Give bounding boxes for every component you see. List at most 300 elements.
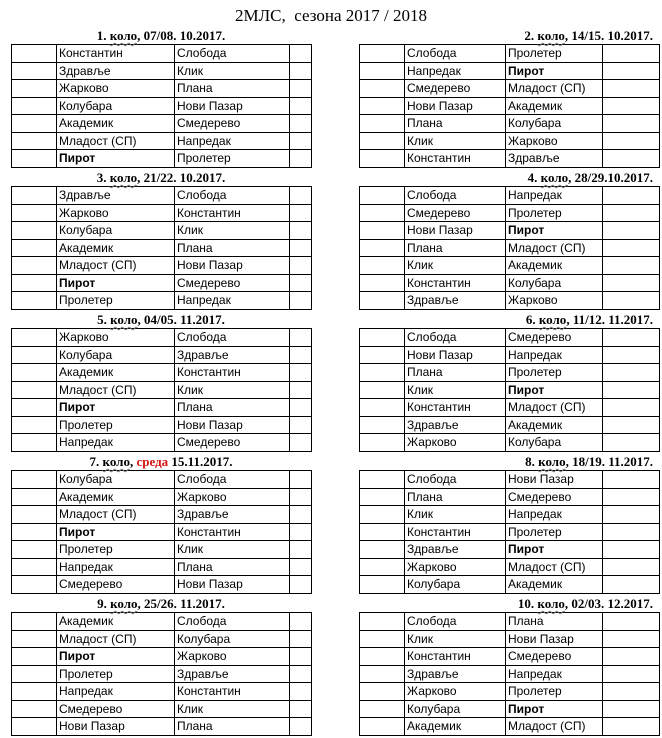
result-cell xyxy=(290,718,312,736)
result-cell xyxy=(290,541,312,559)
home-team-cell: Плана xyxy=(405,364,506,382)
home-team-cell: Пирот xyxy=(57,523,175,541)
away-team-cell: Нови Пазар xyxy=(175,416,290,434)
fixture-row xyxy=(12,292,312,310)
result-cell xyxy=(603,558,660,576)
fixture-row xyxy=(12,506,312,524)
home-team-cell: Плана xyxy=(405,488,506,506)
fixture-row xyxy=(360,399,660,417)
fixture-row xyxy=(12,346,312,364)
away-team-cell: Слобода xyxy=(175,329,290,347)
result-cell xyxy=(290,132,312,150)
round-5-block xyxy=(11,311,311,452)
home-team-cell: Пролетер xyxy=(57,541,175,559)
fixture-row xyxy=(12,700,312,718)
fixture-blank-cell xyxy=(360,488,405,506)
away-team-cell: Здравље xyxy=(175,346,290,364)
fixture-blank-cell xyxy=(360,97,405,115)
round-header: 8. коло, 18/19. 11.2017. xyxy=(525,454,653,469)
away-team-cell: Константин xyxy=(175,364,290,382)
fixture-blank-cell xyxy=(360,700,405,718)
round-7-block xyxy=(11,453,311,594)
result-cell xyxy=(603,471,660,489)
fixture-blank-cell xyxy=(12,576,57,594)
fixture-row xyxy=(360,346,660,364)
fixture-row xyxy=(360,364,660,382)
result-cell xyxy=(290,471,312,489)
fixture-blank-cell xyxy=(12,488,57,506)
fixture-blank-cell xyxy=(12,434,57,452)
fixture-blank-cell xyxy=(12,648,57,666)
fixture-row xyxy=(12,222,312,240)
result-cell xyxy=(290,665,312,683)
result-cell xyxy=(603,62,660,80)
fixture-row xyxy=(12,416,312,434)
away-team-cell: Константин xyxy=(175,204,290,222)
away-team-cell: Нови Пазар xyxy=(506,630,603,648)
home-team-cell: Константин xyxy=(57,45,175,63)
weekday-highlight: среда xyxy=(136,454,169,469)
result-cell xyxy=(290,346,312,364)
result-cell xyxy=(290,683,312,701)
round-header: 9. коло, 25/26. 11.2017. xyxy=(97,596,225,611)
fixture-blank-cell xyxy=(360,204,405,222)
result-cell xyxy=(290,187,312,205)
fixture-blank-cell xyxy=(360,239,405,257)
fixtures-table xyxy=(359,44,660,168)
result-cell xyxy=(603,364,660,382)
fixture-blank-cell xyxy=(12,80,57,98)
away-team-cell: Слобода xyxy=(175,187,290,205)
home-team-cell: Смедерево xyxy=(57,576,175,594)
home-team-cell: Здравље xyxy=(405,665,506,683)
home-team-cell: Колубара xyxy=(57,471,175,489)
fixture-row xyxy=(12,132,312,150)
home-team-cell: Клик xyxy=(405,630,506,648)
away-team-cell: Напредак xyxy=(175,132,290,150)
away-team-cell: Плана xyxy=(506,613,603,631)
result-cell xyxy=(603,329,660,347)
home-team-cell: Нови Пазар xyxy=(57,718,175,736)
away-team-cell: Пирот xyxy=(506,541,603,559)
home-team-cell: Слобода xyxy=(405,45,506,63)
home-team-cell: Клик xyxy=(405,506,506,524)
fixture-row xyxy=(360,257,660,275)
result-cell xyxy=(603,718,660,736)
fixture-row xyxy=(360,665,660,683)
home-team-cell: Пирот xyxy=(57,648,175,666)
away-team-cell: Плана xyxy=(175,399,290,417)
home-team-cell: Колубара xyxy=(57,222,175,240)
fixture-blank-cell xyxy=(12,416,57,434)
fixture-row xyxy=(360,648,660,666)
result-cell xyxy=(290,488,312,506)
home-team-cell: Жарково xyxy=(405,558,506,576)
result-cell xyxy=(290,150,312,168)
home-team-cell: Клик xyxy=(405,257,506,275)
away-team-cell: Напредак xyxy=(175,292,290,310)
away-team-cell: Смедерево xyxy=(175,274,290,292)
result-cell xyxy=(290,434,312,452)
home-team-cell: Здравље xyxy=(405,541,506,559)
fixture-blank-cell xyxy=(360,630,405,648)
fixture-blank-cell xyxy=(360,274,405,292)
home-team-cell: Нови Пазар xyxy=(405,346,506,364)
fixture-row xyxy=(360,718,660,736)
fixture-row xyxy=(12,115,312,133)
home-team-cell: Пролетер xyxy=(57,292,175,310)
fixture-blank-cell xyxy=(360,80,405,98)
home-team-cell: Здравље xyxy=(57,62,175,80)
result-cell xyxy=(290,364,312,382)
home-team-cell: Академик xyxy=(405,718,506,736)
fixture-blank-cell xyxy=(12,364,57,382)
fixture-row xyxy=(360,506,660,524)
result-cell xyxy=(290,97,312,115)
fixture-blank-cell xyxy=(12,718,57,736)
fixture-row xyxy=(360,683,660,701)
fixture-blank-cell xyxy=(360,150,405,168)
away-team-cell: Здравље xyxy=(175,506,290,524)
away-team-cell: Константин xyxy=(175,683,290,701)
fixture-blank-cell xyxy=(360,541,405,559)
result-cell xyxy=(603,97,660,115)
fixtures-table xyxy=(11,186,312,310)
fixture-blank-cell xyxy=(12,187,57,205)
fixture-blank-cell xyxy=(12,150,57,168)
fixture-blank-cell xyxy=(12,541,57,559)
away-team-cell: Здравље xyxy=(506,150,603,168)
fixture-blank-cell xyxy=(12,132,57,150)
result-cell xyxy=(603,541,660,559)
result-cell xyxy=(290,576,312,594)
round-10-block xyxy=(359,595,659,736)
fixture-blank-cell xyxy=(360,115,405,133)
away-team-cell: Жарково xyxy=(175,488,290,506)
fixture-row xyxy=(360,488,660,506)
home-team-cell: Колубара xyxy=(405,576,506,594)
fixture-row xyxy=(12,62,312,80)
fixture-row xyxy=(12,364,312,382)
result-cell xyxy=(603,292,660,310)
home-team-cell: Плана xyxy=(405,239,506,257)
home-team-cell: Жарково xyxy=(57,329,175,347)
away-team-cell: Нови Пазар xyxy=(175,576,290,594)
away-team-cell: Нови Пазар xyxy=(175,97,290,115)
round-4-block xyxy=(359,169,659,310)
fixtures-table xyxy=(11,470,312,594)
result-cell xyxy=(603,416,660,434)
fixture-row xyxy=(12,665,312,683)
home-team-cell: Жарково xyxy=(57,80,175,98)
result-cell xyxy=(603,346,660,364)
away-team-cell: Пролетер xyxy=(506,45,603,63)
result-cell xyxy=(290,506,312,524)
home-team-cell: Напредак xyxy=(57,434,175,452)
fixture-row xyxy=(12,613,312,631)
result-cell xyxy=(290,700,312,718)
away-team-cell: Пирот xyxy=(506,62,603,80)
fixtures-table xyxy=(359,612,660,736)
home-team-cell: Здравље xyxy=(57,187,175,205)
away-team-cell: Академик xyxy=(506,416,603,434)
fixture-row xyxy=(360,523,660,541)
home-team-cell: Слобода xyxy=(405,471,506,489)
fixture-blank-cell xyxy=(12,115,57,133)
fixture-blank-cell xyxy=(360,506,405,524)
away-team-cell: Пролетер xyxy=(506,523,603,541)
fixture-row xyxy=(360,115,660,133)
fixture-blank-cell xyxy=(12,700,57,718)
fixture-row xyxy=(360,239,660,257)
home-team-cell: Напредак xyxy=(57,558,175,576)
home-team-cell: Константин xyxy=(405,523,506,541)
fixture-blank-cell xyxy=(360,346,405,364)
fixture-row xyxy=(360,416,660,434)
away-team-cell: Клик xyxy=(175,62,290,80)
fixture-row xyxy=(12,399,312,417)
fixture-row xyxy=(12,648,312,666)
round-header: 10. коло, 02/03. 12.2017. xyxy=(517,596,653,611)
fixture-blank-cell xyxy=(360,434,405,452)
result-cell xyxy=(290,257,312,275)
fixtures-table xyxy=(11,44,312,168)
home-team-cell: Константин xyxy=(405,150,506,168)
result-cell xyxy=(603,630,660,648)
away-team-cell: Младост (СП) xyxy=(506,718,603,736)
home-team-cell: Колубара xyxy=(57,346,175,364)
home-team-cell: Жарково xyxy=(57,204,175,222)
away-team-cell: Академик xyxy=(506,576,603,594)
result-cell xyxy=(290,613,312,631)
fixture-row xyxy=(360,292,660,310)
away-team-cell: Смедерево xyxy=(506,648,603,666)
home-team-cell: Пирот xyxy=(57,274,175,292)
fixture-row xyxy=(12,257,312,275)
home-team-cell: Жарково xyxy=(405,683,506,701)
fixture-row xyxy=(360,204,660,222)
home-team-cell: Академик xyxy=(57,613,175,631)
fixtures-table xyxy=(11,612,312,736)
fixture-row xyxy=(12,488,312,506)
fixture-blank-cell xyxy=(360,132,405,150)
fixture-blank-cell xyxy=(12,665,57,683)
home-team-cell: Константин xyxy=(405,274,506,292)
fixture-row xyxy=(360,274,660,292)
fixture-blank-cell xyxy=(360,576,405,594)
away-team-cell: Клик xyxy=(175,222,290,240)
away-team-cell: Пирот xyxy=(506,700,603,718)
away-team-cell: Колубара xyxy=(506,434,603,452)
home-team-cell: Академик xyxy=(57,488,175,506)
result-cell xyxy=(603,700,660,718)
result-cell xyxy=(603,576,660,594)
fixture-row xyxy=(12,718,312,736)
fixture-row xyxy=(12,97,312,115)
away-team-cell: Пирот xyxy=(506,222,603,240)
away-team-cell: Младост (СП) xyxy=(506,239,603,257)
fixture-row xyxy=(12,381,312,399)
result-cell xyxy=(603,132,660,150)
home-team-cell: Младост (СП) xyxy=(57,381,175,399)
fixture-row xyxy=(12,204,312,222)
result-cell xyxy=(290,292,312,310)
home-team-cell: Нови Пазар xyxy=(405,97,506,115)
round-6-block xyxy=(359,311,659,452)
result-cell xyxy=(603,665,660,683)
away-team-cell: Клик xyxy=(175,700,290,718)
fixture-blank-cell xyxy=(12,506,57,524)
home-team-cell: Плана xyxy=(405,115,506,133)
result-cell xyxy=(603,222,660,240)
round-header: 7. коло, среда 15.11.2017. xyxy=(89,454,233,469)
fixture-blank-cell xyxy=(12,239,57,257)
fixture-row xyxy=(12,434,312,452)
round-header: 3. коло, 21/22. 10.2017. xyxy=(96,170,226,185)
result-cell xyxy=(603,523,660,541)
result-cell xyxy=(290,45,312,63)
fixtures-table xyxy=(11,328,312,452)
result-cell xyxy=(290,222,312,240)
fixture-row xyxy=(360,187,660,205)
away-team-cell: Клик xyxy=(175,381,290,399)
result-cell xyxy=(290,274,312,292)
round-8-block xyxy=(359,453,659,594)
fixture-blank-cell xyxy=(12,613,57,631)
away-team-cell: Пролетер xyxy=(506,204,603,222)
fixture-row xyxy=(360,434,660,452)
fixture-row xyxy=(12,576,312,594)
away-team-cell: Напредак xyxy=(506,665,603,683)
fixture-row xyxy=(12,558,312,576)
away-team-cell: Плана xyxy=(175,558,290,576)
home-team-cell: Клик xyxy=(405,132,506,150)
result-cell xyxy=(603,488,660,506)
away-team-cell: Смедерево xyxy=(175,434,290,452)
away-team-cell: Академик xyxy=(506,257,603,275)
page-title: 2МЛС, сезона 2017 / 2018 xyxy=(235,6,427,25)
result-cell xyxy=(290,204,312,222)
home-team-cell: Младост (СП) xyxy=(57,630,175,648)
fixture-blank-cell xyxy=(12,630,57,648)
fixture-row xyxy=(12,523,312,541)
away-team-cell: Напредак xyxy=(506,187,603,205)
home-team-cell: Колубара xyxy=(57,97,175,115)
fixture-row xyxy=(360,80,660,98)
fixture-blank-cell xyxy=(360,257,405,275)
result-cell xyxy=(603,613,660,631)
away-team-cell: Смедерево xyxy=(175,115,290,133)
round-header: 1. коло, 07/08. 10.2017. xyxy=(96,28,226,43)
away-team-cell: Пролетер xyxy=(506,364,603,382)
home-team-cell: Пирот xyxy=(57,150,175,168)
away-team-cell: Младост (СП) xyxy=(506,80,603,98)
fixture-row xyxy=(360,329,660,347)
result-cell xyxy=(290,558,312,576)
home-team-cell: Младост (СП) xyxy=(57,257,175,275)
home-team-cell: Напредак xyxy=(405,62,506,80)
result-cell xyxy=(603,648,660,666)
fixture-blank-cell xyxy=(360,222,405,240)
fixtures-table xyxy=(359,328,660,452)
home-team-cell: Смедерево xyxy=(405,204,506,222)
fixture-blank-cell xyxy=(12,97,57,115)
away-team-cell: Плана xyxy=(175,80,290,98)
result-cell xyxy=(290,399,312,417)
fixture-row xyxy=(360,132,660,150)
home-team-cell: Клик xyxy=(405,381,506,399)
fixture-blank-cell xyxy=(12,399,57,417)
home-team-cell: Младост (СП) xyxy=(57,132,175,150)
result-cell xyxy=(290,416,312,434)
fixture-blank-cell xyxy=(360,558,405,576)
away-team-cell: Младост (СП) xyxy=(506,558,603,576)
fixture-blank-cell xyxy=(360,613,405,631)
result-cell xyxy=(290,80,312,98)
fixture-row xyxy=(360,541,660,559)
fixtures-table xyxy=(359,186,660,310)
fixture-row xyxy=(360,700,660,718)
round-header: 4. коло, 28/29.10.2017. xyxy=(527,170,653,185)
away-team-cell: Младост (СП) xyxy=(506,399,603,417)
fixture-blank-cell xyxy=(12,204,57,222)
home-team-cell: Колубара xyxy=(405,700,506,718)
away-team-cell: Колубара xyxy=(175,630,290,648)
fixture-blank-cell xyxy=(12,292,57,310)
fixture-blank-cell xyxy=(12,381,57,399)
fixture-blank-cell xyxy=(360,683,405,701)
fixture-blank-cell xyxy=(12,523,57,541)
fixture-blank-cell xyxy=(12,471,57,489)
fixture-blank-cell xyxy=(12,45,57,63)
home-team-cell: Слобода xyxy=(405,329,506,347)
round-2-block xyxy=(359,27,659,168)
fixture-blank-cell xyxy=(360,364,405,382)
round-header: 2. коло, 14/15. 10.2017. xyxy=(524,28,653,43)
result-cell xyxy=(290,329,312,347)
result-cell xyxy=(290,523,312,541)
fixture-blank-cell xyxy=(360,523,405,541)
result-cell xyxy=(290,630,312,648)
fixture-row xyxy=(360,558,660,576)
home-team-cell: Напредак xyxy=(57,683,175,701)
home-team-cell: Пролетер xyxy=(57,665,175,683)
home-team-cell: Константин xyxy=(405,648,506,666)
away-team-cell: Клик xyxy=(175,541,290,559)
away-team-cell: Константин xyxy=(175,523,290,541)
away-team-cell: Слобода xyxy=(175,471,290,489)
away-team-cell: Здравље xyxy=(175,665,290,683)
away-team-cell: Напредак xyxy=(506,346,603,364)
away-team-cell: Колубара xyxy=(506,115,603,133)
result-cell xyxy=(603,434,660,452)
result-cell xyxy=(603,381,660,399)
home-team-cell: Константин xyxy=(405,399,506,417)
fixture-row xyxy=(360,45,660,63)
away-team-cell: Нови Пазар xyxy=(175,257,290,275)
fixture-row xyxy=(12,541,312,559)
fixture-row xyxy=(360,97,660,115)
fixture-row xyxy=(12,45,312,63)
result-cell xyxy=(290,115,312,133)
result-cell xyxy=(290,381,312,399)
fixture-row xyxy=(12,274,312,292)
result-cell xyxy=(603,115,660,133)
result-cell xyxy=(290,648,312,666)
fixture-blank-cell xyxy=(360,416,405,434)
fixture-blank-cell xyxy=(360,292,405,310)
home-team-cell: Здравље xyxy=(405,416,506,434)
